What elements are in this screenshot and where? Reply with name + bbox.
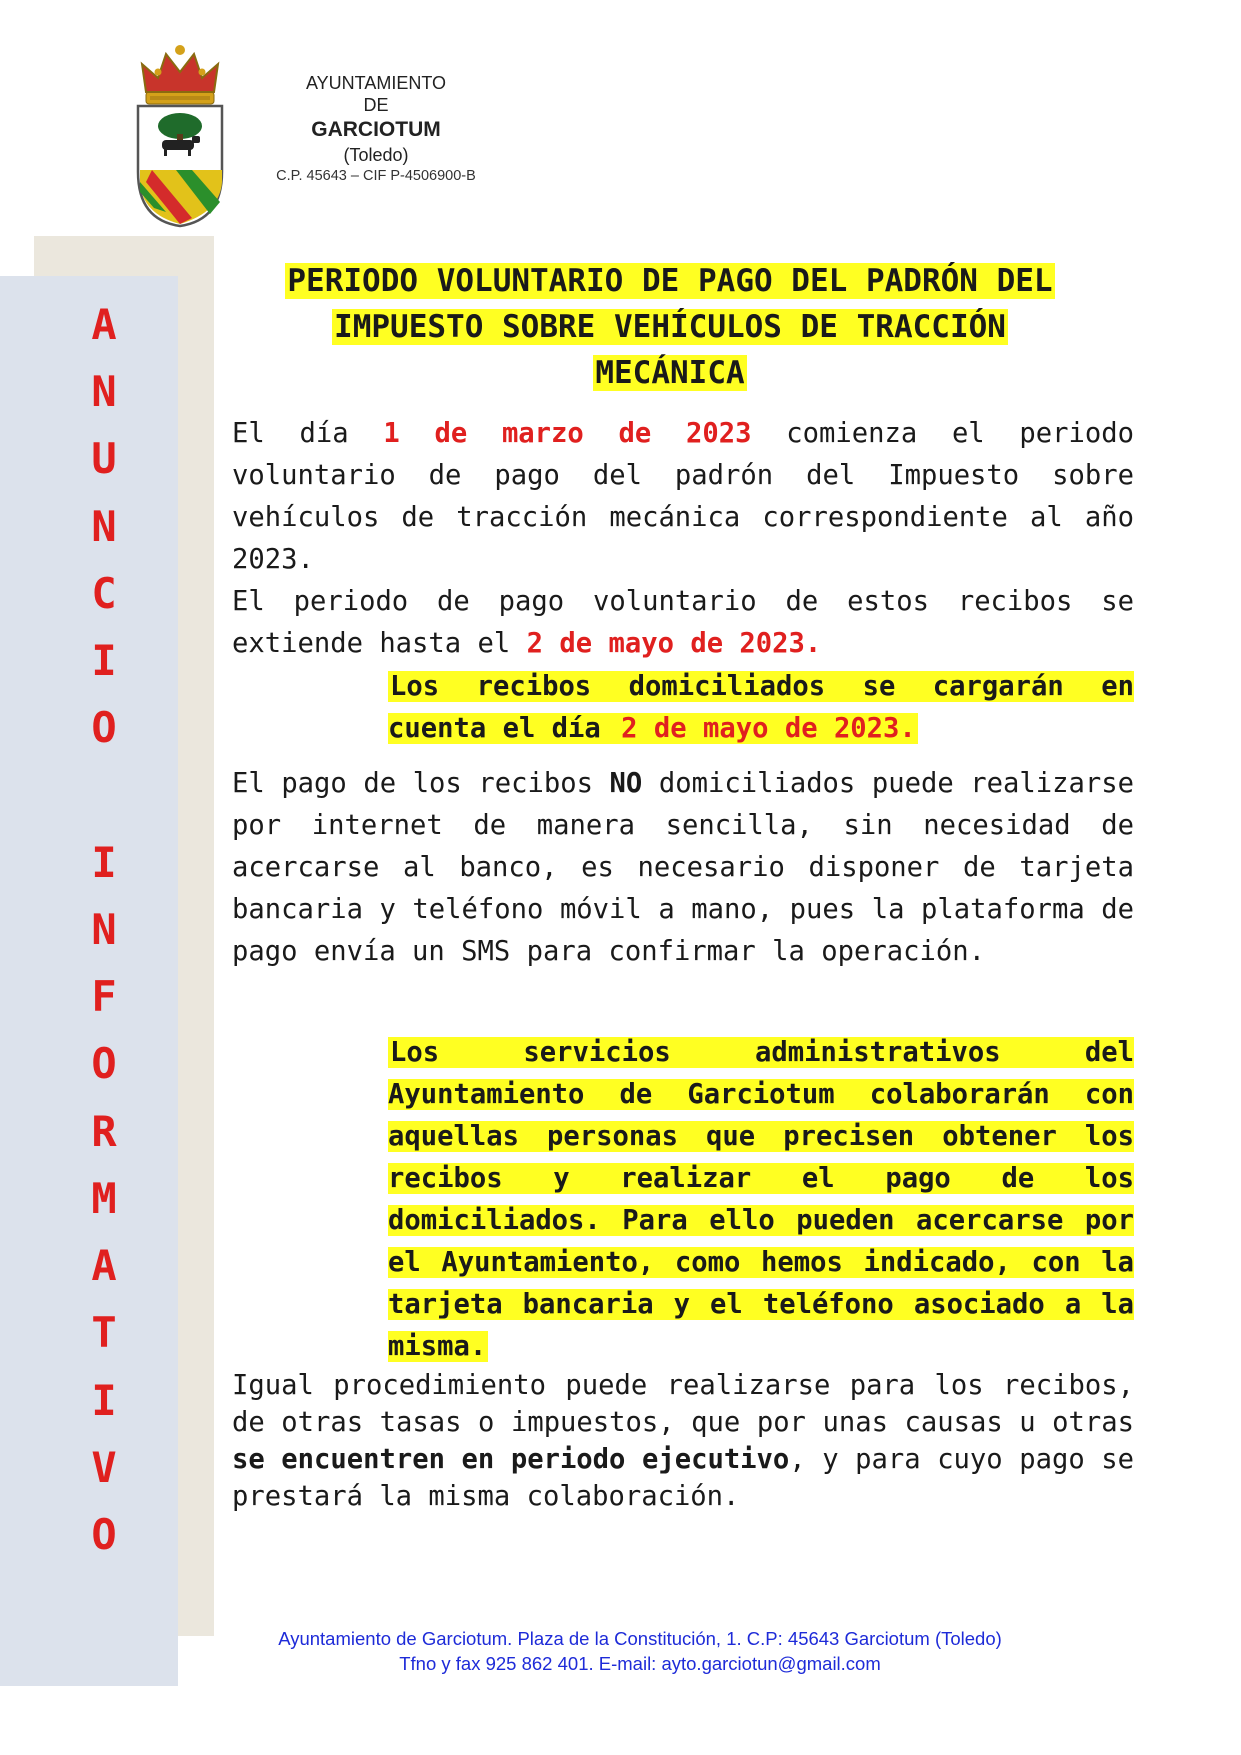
text-segment: comienza el periodo voluntario de pago del padrón del Impuesto sobre vehículos de tracción mecánica correspondiente al año 2023. xyxy=(232,418,1135,575)
end-date: 2 de mayo de 2023. xyxy=(526,628,822,659)
sidebar-letter-gap xyxy=(0,771,208,821)
sidebar-letter: O xyxy=(91,1039,117,1089)
sidebar-letter: N xyxy=(91,501,117,551)
executive-period-emphasis: se encuentren en periodo ejecutivo xyxy=(232,1444,790,1475)
header-postal-cif: C.P. 45643 – CIF P-4506900-B xyxy=(276,168,476,184)
sidebar-letter: M xyxy=(91,1173,117,1223)
sidebar-letter: I xyxy=(91,1375,117,1425)
header-municipality-name: GARCIOTUM xyxy=(311,118,441,141)
footer-address: Ayuntamiento de Garciotum. Plaza de la Constitución, 1. C.P: 45643 Garciotum (Toledo) xyxy=(278,1628,1002,1649)
sidebar-letter: U xyxy=(91,434,117,484)
title-line-1: PERIODO VOLUNTARIO DE PAGO DEL PADRÓN DEL xyxy=(287,263,1053,299)
start-date: 1 de marzo de 2023 xyxy=(383,418,752,449)
sidebar-letter: O xyxy=(91,1509,117,1559)
sidebar-letter: N xyxy=(91,367,117,417)
sidebar-letter: N xyxy=(91,904,117,954)
title-line-3: MECÁNICA xyxy=(595,355,745,391)
sidebar-letter: A xyxy=(91,1241,117,1291)
sidebar-letter: I xyxy=(91,636,117,686)
document-title xyxy=(230,258,1110,396)
contact-footer xyxy=(200,1626,1080,1676)
paragraph-assistance xyxy=(388,1032,1134,1368)
text-segment: Los recibos domiciliados se cargarán en cuenta el día xyxy=(388,671,1134,744)
sidebar-letter: C xyxy=(91,568,117,618)
paragraph-online-payment xyxy=(232,763,1134,973)
sidebar-letter: O xyxy=(91,703,117,753)
text-segment: Los servicios administrativos del Ayuntamiento de Garciotum colaborarán con aquellas personas que precisen obtener los recibos y realizar el pago de los domiciliados. Para ello pueden acercarse por el Ayuntamiento, como hemos indicado, con la tarjeta bancaria y el teléfono asociado a la misma. xyxy=(388,1037,1134,1362)
text-segment: El pago de los recibos xyxy=(232,768,610,799)
paragraph-other-taxes xyxy=(232,1367,1134,1515)
paragraph-direct-debit xyxy=(388,666,1134,750)
text-segment: El día xyxy=(232,418,384,449)
debit-date: 2 de mayo de 2023. xyxy=(621,713,916,744)
header-province: (Toledo) xyxy=(343,145,409,165)
sidebar-letter: V xyxy=(91,1442,117,1492)
sidebar-letter: A xyxy=(91,300,117,349)
text-segment: , y para cuyo pago se prestará la misma colaboración. xyxy=(232,1444,1134,1512)
text-segment: El periodo de pago voluntario de estos recibos se extiende hasta el xyxy=(232,586,1134,659)
footer-contact: Tfno y fax 925 862 401. E-mail: ayto.garciotun@gmail.com xyxy=(399,1653,881,1674)
paragraph-start-date xyxy=(232,413,1134,665)
text-segment: Igual procedimiento puede realizarse para los recibos, de otras tasas o impuestos, que por unas causas u otras xyxy=(232,1370,1134,1438)
coat-of-arms-logo xyxy=(132,42,228,230)
sidebar-letter: F xyxy=(91,972,117,1022)
title-line-2: IMPUESTO SOBRE VEHÍCULOS DE TRACCIÓN xyxy=(334,309,1006,345)
header-line-2: DE xyxy=(363,95,389,115)
sidebar-letter: T xyxy=(91,1308,117,1358)
header-line-1: AYUNTAMIENTO xyxy=(305,73,446,93)
text-segment: domiciliados puede realizarse por internet de manera sencilla, sin necesidad de acercarse al banco, es necesario disponer de tarjeta bancaria y teléfono móvil a mano, pues la plataforma de pago envía un SMS para confirmar la operación. xyxy=(232,768,1134,967)
sidebar-letter: R xyxy=(91,1106,117,1156)
municipality-header xyxy=(244,72,508,186)
vertical-announcement-label xyxy=(0,300,208,1560)
sidebar-letter: I xyxy=(91,837,117,887)
no-emphasis: NO xyxy=(609,768,643,799)
